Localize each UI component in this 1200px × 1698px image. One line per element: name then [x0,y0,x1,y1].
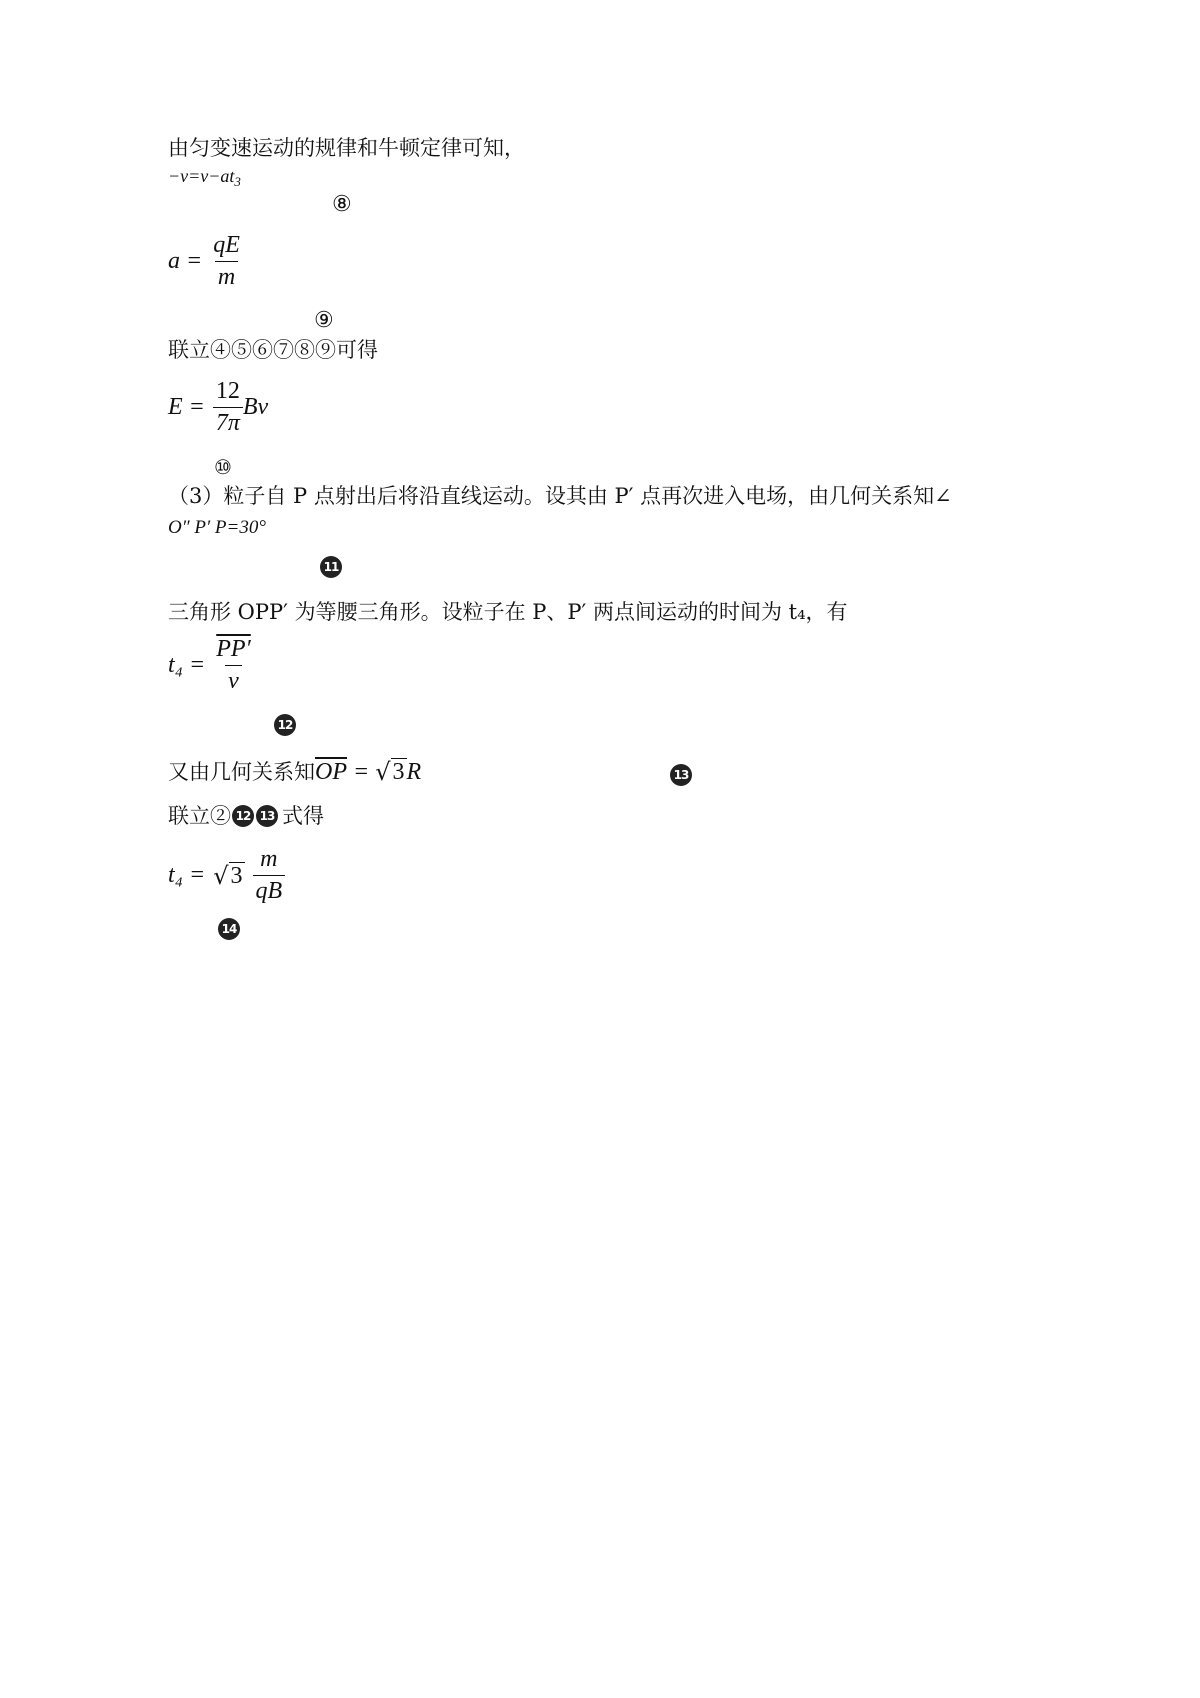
equation-time-1-lhs: t₄ = [168,652,206,678]
text-part3-line2: O″ P′ P=30° [168,517,266,538]
text-triangle: 三角形 OPP′ 为等腰三角形。设粒子在 P、P′ 两点间运动的时间为 t₄，有 [168,600,848,624]
text-combine-2-end: 式得 [282,804,324,828]
equation-time-1-fraction [213,636,254,695]
text-line-1: 由匀变速运动的规律和牛顿定律可知， [168,136,525,160]
text-combine-2 [168,802,324,830]
equation-velocity-main: −v=v−at [168,166,235,186]
equation-time-2-numerator: m [260,846,278,872]
text-geometry [168,758,421,786]
equation-field-denominator: 7π [213,407,243,437]
equation-number-8: ⑧ [332,192,352,217]
equation-acceleration-lhs: a = [168,248,203,274]
equation-time-2-denominator: qB [253,875,286,905]
equation-time-2-sqrt [213,862,244,890]
equation-geometry [315,758,421,786]
equation-field-fraction [213,378,243,437]
equation-field-tail: Bv [242,394,269,420]
equation-number-11 [320,556,342,578]
equation-time-1-denominator: v [225,665,242,695]
equation-time-1-numerator: PP′ [216,636,251,662]
equation-geometry-radical: √ [375,758,391,786]
equation-number-13 [670,764,692,786]
text-combine-2-mark12: 12 [232,805,254,827]
equation-geometry-equals: = [347,759,376,785]
equation-geometry-tail: R [406,759,422,785]
equation-acceleration-numerator: qE [213,232,240,258]
equation-time-2-lhs: t₄ = [168,862,206,888]
equation-number-12 [274,714,296,736]
equation-velocity [168,166,241,190]
equation-number-13-badge: 13 [670,764,692,786]
equation-geometry-radicand: 3 [392,759,405,785]
equation-time-2-fraction [253,846,286,905]
equation-acceleration [168,232,243,291]
equation-time-1 [168,636,254,695]
equation-number-11-badge: 11 [320,556,342,578]
text-combine-1: 联立④⑤⑥⑦⑧⑨可得 [168,338,378,362]
equation-acceleration-denominator: m [215,261,238,291]
equation-field-numerator: 12 [215,378,240,404]
text-part3-line1: （3）粒子自 P 点射出后将沿直线运动。设其由 P′ 点再次进入电场，由几何关系知∠ [168,484,952,508]
equation-time-2 [168,846,285,905]
equation-geometry-sqrt [375,758,406,786]
equation-number-14 [218,918,240,940]
equation-acceleration-fraction [210,232,243,291]
text-geometry-label: 又由几何关系知 [168,760,315,784]
equation-velocity-sub: 3 [234,174,241,189]
equation-number-14-badge: 14 [218,918,240,940]
equation-time-2-radical: √ [213,861,229,890]
equation-number-9: ⑨ [314,308,334,333]
equation-field-lhs: E = [168,394,205,420]
text-combine-2-mark13: 13 [256,805,278,827]
equation-number-10: ⑩ [214,455,232,479]
equation-geometry-segment: $\overline{OP}$ [315,759,347,785]
equation-time-2-radicand: 3 [230,862,243,889]
equation-number-12-badge: 12 [274,714,296,736]
text-combine-2-start: 联立② [168,804,231,828]
equation-field [168,378,268,437]
